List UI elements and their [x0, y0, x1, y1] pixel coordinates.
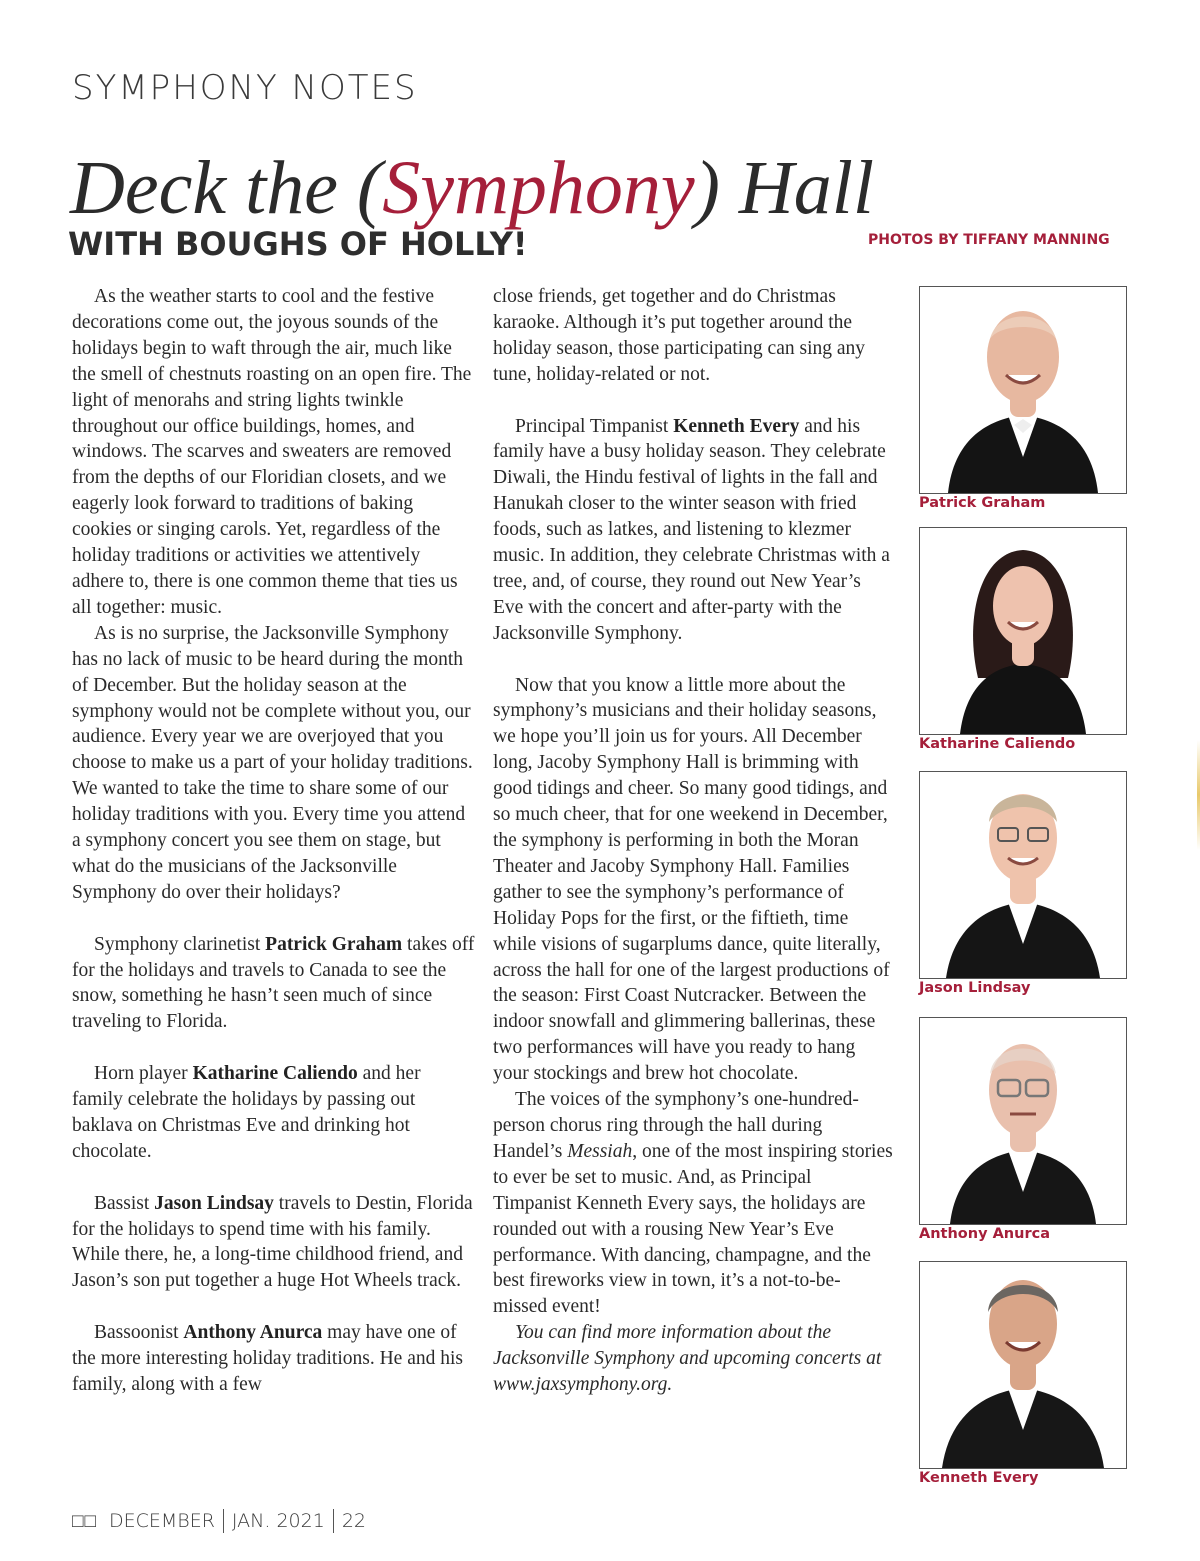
text-run: takes off for the holidays and travels to Canada to see the snow, something he hasn’t seen much of since traveling to Florida.	[72, 933, 475, 1033]
article-column-2	[493, 284, 893, 1398]
text-run: Principal Timpanist	[515, 415, 674, 437]
paragraph: Now that you know a little more about the symphony’s musicians and their holiday seasons, we hope you’ll join us for yours. All December long, Jacoby Symphony Hall is brimming with good tidings and cheer. So many good tidings, and so much cheer, that for one weekend in December, the symphony is performing in both the Moran Theater and Jacoby Symphony Hall. Families gather to see the symphony’s performance of Holiday Pops for the first, or the fiftieth, time while visions of sugarplums dance, quite literally, across the hall for one of the largest productions of the season: First Coast Nutcracker. Between the indoor snowfall and glimmering ballerinas, these two performances will have you ready to hang your stockings and brew hot chocolate.	[493, 674, 890, 1085]
paragraph	[72, 1191, 476, 1295]
photo-caption: Katharine Caliendo	[919, 736, 1076, 752]
text-run: may have one of the more interesting holiday traditions. He and his family, along with a few	[72, 1322, 463, 1395]
headline-part2: ) Hall	[694, 146, 875, 230]
paragraph	[493, 1320, 893, 1398]
photo-caption: Kenneth Every	[919, 1470, 1039, 1486]
portrait-photo	[919, 771, 1127, 979]
text-run: Bassoonist	[94, 1322, 184, 1344]
paragraph: As the weather starts to cool and the festive decorations come out, the joyous sounds of the holidays begin to waft through the air, much like the smell of chestnuts roasting on an open fire. The light of menorahs and string lights twinkle throughout our office buildings, homes, and windows. The scarves and sweaters are removed from the depths of our Floridian closets, and we eagerly look forward to traditions of baking cookies or singing carols. Yet, regardless of the holiday traditions or activities we attentively adhere to, there is one common theme that ties us all together: music.	[72, 286, 472, 618]
paragraph: close friends, get together and do Christmas karaoke. Although it’s put together around the holiday season, those participating can sing any tune, holiday-related or not.	[493, 286, 866, 385]
paragraph	[72, 1061, 476, 1165]
portrait-photo	[919, 286, 1127, 494]
musician-name: Kenneth Every	[673, 415, 800, 437]
page-footer	[72, 1509, 366, 1533]
portrait-photo	[919, 1017, 1127, 1225]
paragraph	[72, 932, 476, 1036]
photo-caption: Patrick Graham	[919, 495, 1046, 511]
text-run: , one of the most inspiring stories to ever be set to music. And, as Principal Timpanist Kenneth Every says, the holidays are rounded out with a rousing New Year’s Eve performance. With dancing, champagne, and the best fireworks view in town, it’s a not-to-be-missed event!	[493, 1140, 893, 1318]
footer-month: DECEMBER	[108, 1510, 215, 1532]
paragraph	[493, 414, 893, 647]
photo-caption: Jason Lindsay	[919, 980, 1031, 996]
portrait-illustration	[920, 528, 1126, 734]
text-run: The voices of the symphony’s one-hundred-person chorus ring through the hall during Handel’s	[493, 1089, 859, 1162]
musician-name: Katharine Caliendo	[192, 1063, 358, 1085]
footer-divider	[223, 1509, 224, 1533]
musician-name: Jason Lindsay	[154, 1192, 274, 1214]
text-run: and his family have a busy holiday season. They celebrate Diwali, the Hindu festival of lights in the fall and Hanukah closer to the winter season with fried foods, such as latkes, and listening to klezmer music. In addition, they celebrate Christmas with a tree, and, of course, they round out New Year’s Eve with the concert and after-party with the Jacksonville Symphony.	[493, 415, 890, 644]
text-run: Symphony clarinetist	[94, 933, 266, 955]
headline-accent: Symphony	[382, 146, 695, 230]
photo-caption: Anthony Anurca	[919, 1226, 1050, 1242]
headline-part1: Deck the (	[70, 146, 383, 230]
portrait-photo	[919, 1261, 1127, 1469]
publication-logo: □□	[72, 1509, 97, 1532]
musician-name: Anthony Anurca	[183, 1322, 323, 1344]
musician-name: Patrick Graham	[265, 933, 403, 955]
portrait-illustration	[920, 772, 1126, 978]
paragraph	[493, 1087, 893, 1320]
text-run: Bassist	[94, 1192, 155, 1214]
footer-month-year: JAN. 2021	[231, 1510, 325, 1532]
footer-divider	[333, 1509, 334, 1533]
work-title: Messiah	[567, 1140, 633, 1162]
closing-note: You can find more information about the Jacksonville Symphony and upcoming concerts at www.jaxsymphony.org.	[493, 1322, 882, 1396]
portrait-illustration	[920, 287, 1126, 493]
section-label: SYMPHONY NOTES	[72, 68, 418, 108]
portrait-photo	[919, 527, 1127, 735]
article-subhead: WITH BOUGHS OF HOLLY!	[68, 225, 528, 263]
article-column-1	[72, 284, 476, 1398]
portrait-illustration	[920, 1018, 1126, 1224]
photo-credit: PHOTOS BY TIFFANY MANNING	[868, 232, 1110, 248]
portrait-illustration	[920, 1262, 1126, 1468]
paragraph	[72, 1320, 476, 1398]
text-run: travels to Destin, Florida for the holidays to spend time with his family. While there, he, a long-time childhood friend, and Jason’s son put together a huge Hot Wheels track.	[72, 1192, 473, 1292]
paragraph: As is no surprise, the Jacksonville Symphony has no lack of music to be heard during the month of December. But the holiday season at the symphony would not be complete without you, our audience. Every year we are overjoyed that you choose to make us a part of your holiday traditions. We wanted to take the time to share some of our holiday traditions with you. Every time you attend a symphony concert you see them on stage, but what do the musicians of the Jacksonville Symphony do over their holidays?	[72, 622, 473, 903]
text-run: Horn player	[94, 1063, 193, 1085]
text-run: and her family celebrate the holidays by passing out baklava on Christmas Eve and drinking hot chocolate.	[72, 1063, 421, 1162]
article-headline	[70, 146, 874, 230]
page-number: 22	[341, 1510, 367, 1532]
